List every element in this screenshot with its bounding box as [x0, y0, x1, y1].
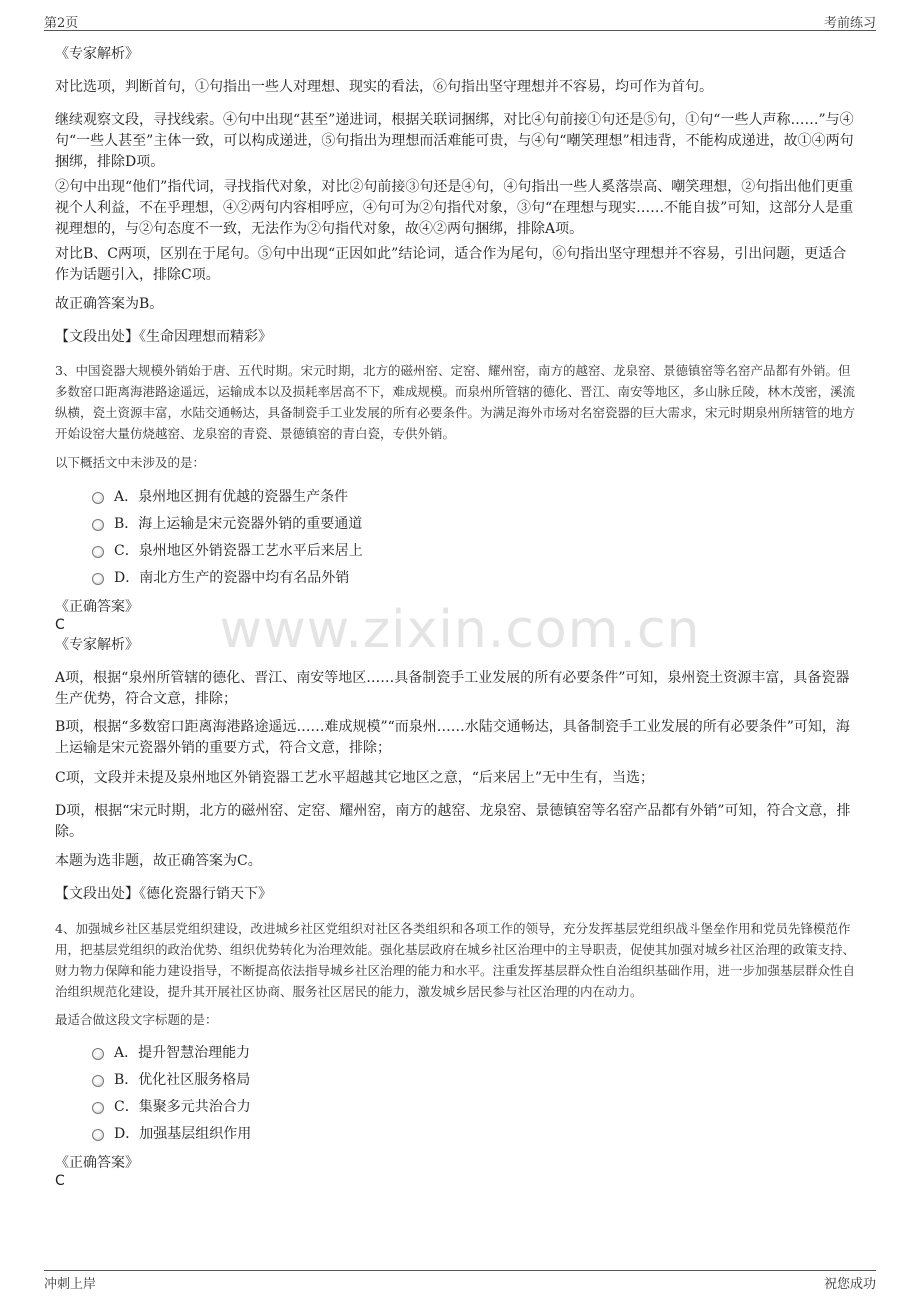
- source-citation: 【文段出处】《德化瓷器行销天下》: [55, 886, 272, 902]
- question-3-options: [92, 484, 792, 592]
- correct-answer: C: [55, 617, 65, 633]
- option-a[interactable]: A．泉州地区拥有优越的瓷器生产条件: [92, 484, 792, 511]
- option-a[interactable]: A．提升智慧治理能力: [92, 1040, 792, 1067]
- radio-icon[interactable]: [92, 1129, 104, 1141]
- analysis-paragraph: C项，文段并未提及泉州地区外销瓷器工艺水平超越其它地区之意，“后来居上”无中生有，当选；: [55, 770, 655, 786]
- option-c[interactable]: C．集聚多元共治合力: [92, 1094, 792, 1121]
- analysis-paragraph: ②句中出现“他们”指代词，寻找指代对象，对比②句前接③句还是④句，④句指出一些人奚落崇高、嘲笑理想，②句指出他们更重视个人利益，不在乎理想，④②两句内容相呼应，④句可为②句指代对象，③句“在理想与现实……不能自拔”可知，这部分人是重视理想的，与②句态度不一致，无法作为②句指代对象，故④②两句捆绑，排除A项。: [55, 179, 854, 237]
- analysis-paragraph: 继续观察文段，寻找线索。④句中出现“甚至”递进词，根据关联词捆绑，对比④句前接①句还是⑤句，①句“一些人声称……”与④句“一些人甚至”主体一致，可以构成递进，⑤句指出为理想而活难能可贵，与④句“嘲笑理想”相违背，不能构成递进，故①④两句捆绑，排除D项。: [55, 112, 854, 170]
- option-b[interactable]: B．优化社区服务格局: [92, 1067, 792, 1094]
- option-c[interactable]: C．泉州地区外销瓷器工艺水平后来居上: [92, 538, 792, 565]
- analysis-paragraph: A项，根据“泉州所管辖的德化、晋江、南安等地区……具备制瓷手工业发展的所有必要条件”可知，泉州瓷土资源丰富，具备瓷器生产优势，符合文意，排除；: [55, 670, 850, 707]
- header-title: 考前练习: [823, 16, 876, 31]
- question-4-prompt: 最适合做这段文字标题的是：: [55, 1012, 218, 1027]
- expert-analysis-heading-1: 《专家解析》: [55, 46, 139, 62]
- radio-icon[interactable]: [92, 1075, 104, 1087]
- footer-left-text: 冲刺上岸: [44, 1277, 97, 1292]
- radio-icon[interactable]: [92, 492, 104, 504]
- radio-icon[interactable]: [92, 546, 104, 558]
- radio-icon[interactable]: [92, 573, 104, 585]
- correct-answer-heading: 《正确答案》: [55, 1155, 139, 1171]
- correct-answer: C: [55, 1173, 65, 1189]
- final-answer-text: 本题为选非题，故正确答案为C。: [55, 853, 262, 869]
- radio-icon[interactable]: [92, 1102, 104, 1114]
- analysis-paragraph: 对比选项，判断首句，①句指出一些人对理想、现实的看法，⑥句指出坚守理想并不容易，均可作为首句。: [55, 79, 713, 95]
- option-d[interactable]: D．加强基层组织作用: [92, 1121, 792, 1148]
- analysis-paragraph: 对比B、C两项，区别在于尾句。⑤句中出现“正因如此”结论词，适合作为尾句，⑥句指出坚守理想并不容易，引出问题，更适合作为话题引入，排除C项。: [55, 246, 847, 283]
- correct-answer-heading: 《正确答案》: [55, 599, 139, 615]
- question-3-prompt: 以下概括文中未涉及的是：: [55, 455, 206, 470]
- question-3-text: 3、中国瓷器大规模外销始于唐、五代时期。宋元时期，北方的磁州窑、定窑、耀州窑，南方的越窑、龙泉窑、景德镇窑等名窑产品都有外销。但多数窑口距离海港路途遥远，运输成本以及损耗率居高不下，难成规模。而泉州所管辖的德化、晋江、南安等地区，多山脉丘陵，林木茂密，溪流纵横，瓷土资源丰富，水陆交通畅达，具备制瓷手工业发展的所有必要条件。为满足海外市场对名窑瓷器的巨大需求，宋元时期泉州所辖管的地方开始设窑大量仿烧越窑、龙泉窑的青瓷、景德镇窑的青白瓷，专供外销。: [55, 363, 856, 441]
- source-citation: 【文段出处】《生命因理想而精彩》: [55, 329, 272, 345]
- final-answer-text: 故正确答案为B。: [55, 296, 164, 312]
- question-4-text: 4、加强城乡社区基层党组织建设，改进城乡社区党组织对社区各类组织和各项工作的领导，充分发挥基层党组织战斗堡垒作用和党员先锋模范作用，把基层党组织的政治优势、组织优势转化为治理效能。强化基层政府在城乡社区治理中的主导职责，促使其加强对城乡社区治理的政策支持、财力物力保障和能力建设指导，不断提高依法指导城乡社区治理的能力和水平。注重发挥基层群众性自治组织基础作用，进一步加强基层群众性自治组织规范化建设，提升其开展社区协商、服务社区居民的能力，激发城乡居民参与社区治理的内在动力。: [55, 921, 856, 999]
- footer-right-text: 祝您成功: [823, 1277, 876, 1292]
- page-number: 第2页: [44, 16, 79, 31]
- option-d[interactable]: D．南北方生产的瓷器中均有名品外销: [92, 565, 792, 592]
- analysis-paragraph: B项，根据“多数窑口距离海港路途遥远……难成规模”“而泉州……水陆交通畅达，具备制瓷手工业发展的所有必要条件”可知，海上运输是宋元瓷器外销的重要方式，符合文意，排除；: [55, 719, 850, 756]
- radio-icon[interactable]: [92, 1048, 104, 1060]
- page-footer: [44, 1270, 876, 1291]
- option-b[interactable]: B．海上运输是宋元瓷器外销的重要通道: [92, 511, 792, 538]
- expert-analysis-heading-2: 《专家解析》: [55, 637, 139, 653]
- radio-icon[interactable]: [92, 519, 104, 531]
- question-4-options: [92, 1040, 792, 1148]
- analysis-paragraph: D项，根据“宋元时期，北方的磁州窑、定窑、耀州窑，南方的越窑、龙泉窑、景德镇窑等名窑产品都有外销”可知，符合文意，排除。: [55, 803, 851, 840]
- watermark: www.zixin.com.cn: [219, 600, 701, 660]
- page-header: [44, 10, 876, 31]
